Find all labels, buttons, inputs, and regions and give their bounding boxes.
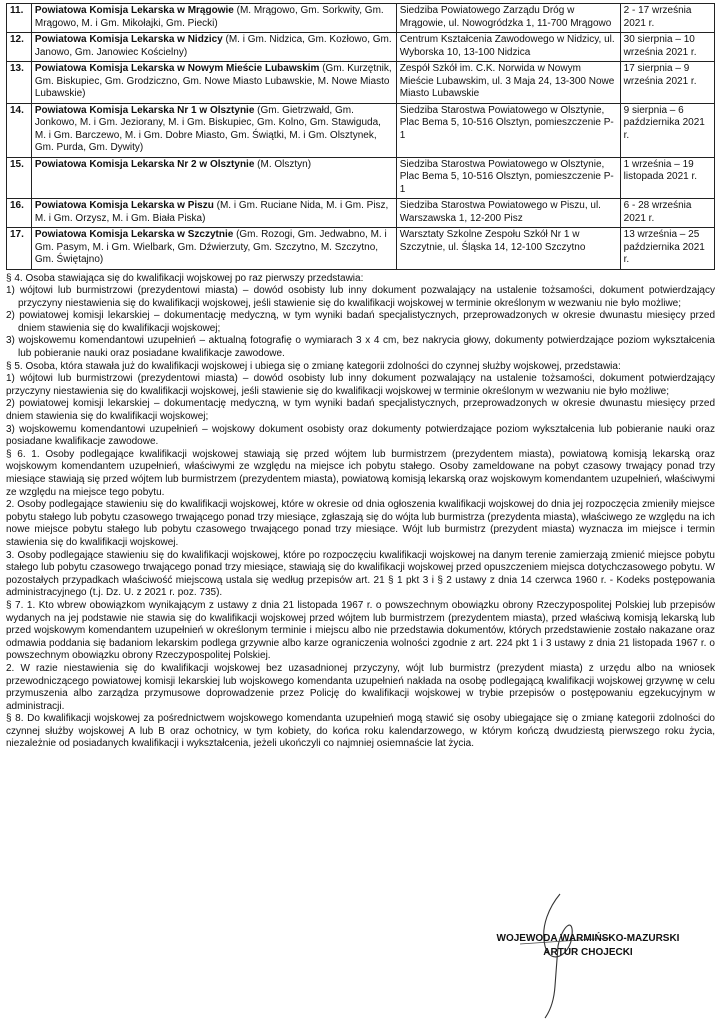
commission-area: (Gm. Rozogi, Gm. Jedwabno, M. i Gm. Pasym, M. i Gm. Wielbark, Gm. Dźwierzuty, Gm. Szczytno, M. Szczytno, Gm. Świętajno) <box>34 229 387 265</box>
section-6 <box>6 449 715 600</box>
date-range-cell: 9 sierpnia – 6 października 2021 r. <box>620 103 714 157</box>
row-number: 11. <box>7 4 32 33</box>
table-row <box>7 33 715 62</box>
commission-area: (M. Olsztyn) <box>254 158 312 170</box>
row-number: 14. <box>7 103 32 157</box>
section-6-para: § 6. 1. Osoby podlegające kwalifikacji wojskowej stawiają się przed wójtem lub burmistrzem (prezydentem miasta), powiatową komisją lekarską oraz wojskowym komendantem uzupełnień, właściwymi ze względu na miejsce ich pobytu stałego. Osoby zameldowane na pobyt czasowy trwający ponad trzy miesiące stawiają się przed wójtem lub burmistrzem (prezydentem miasta), powiatową komisją lekarską oraz wojskowym komendantem uzupełnień, właściwymi ze względu na miejsce tego pobytu. <box>6 448 715 498</box>
section-8 <box>6 713 715 751</box>
commission-cell <box>31 4 396 33</box>
section-5-item: 1) wójtowi lub burmistrzowi (prezydentowi miasta) – dowód osobisty lub inny dokument pozwalający na ustalenie tożsamości, dokument potwierdzający przyczyny niestawienia się do kwalifikacji wojskowej, jeśli stawienie się do kwalifikacji wojskowej w terminie określonym w wezwaniu nie było możliwe; <box>6 373 715 397</box>
section-6-para: 2. Osoby podlegające stawieniu się do kwalifikacji wojskowej, które w okresie od dnia ogłoszenia kwalifikacji wojskowej do dnia jej rozpoczęcia zmieniły miejsce pobytu stałego lub pobytu czasowego trwającego ponad trzy miesiące, zgłaszają się do wójta lub burmistrza (prezydenta miasta), właściwego ze względu na ich nowe miejsce pobytu stałego lub pobytu czasowego trwającego ponad trzy miesiące. Wójt lub burmistrz (prezydent miasta) wyznacza im miejsce i termin stawienia się do kwalifikacji wojskowej. <box>6 499 715 548</box>
table-row <box>7 228 715 270</box>
commission-cell <box>31 62 396 104</box>
section-7 <box>6 600 715 713</box>
date-range-cell: 1 września – 19 listopada 2021 r. <box>620 157 714 199</box>
row-number: 15. <box>7 157 32 199</box>
location-cell: Siedziba Powiatowego Zarządu Dróg w Mrągowie, ul. Nowogródzka 1, 11-700 Mrągowo <box>396 4 620 33</box>
commission-area: (Gm. Kurzętnik, Gm. Biskupiec, Gm. Grodziczno, Gm. Nowe Miasto Lubawskie, M. Nowe Miasto Lubawskie) <box>34 63 392 99</box>
section-5-item: 3) wojskowemu komendantowi uzupełnień – wojskowy dokument osobisty oraz dokumenty potwierdzające poziom wykształcenia lub pobieranie nauki oraz posiadane kwalifikacje zawodowe. <box>6 423 715 448</box>
date-range-cell: 17 sierpnia – 9 września 2021 r. <box>620 62 714 104</box>
commission-cell <box>31 33 396 62</box>
location-cell: Siedziba Starostwa Powiatowego w Piszu, ul. Warszawska 1, 12-200 Pisz <box>396 199 620 228</box>
commission-area: (M. i Gm. Ruciane Nida, M. i Gm. Pisz, M. i Gm. Orzysz, M. i Gm. Biała Piska) <box>34 200 389 224</box>
section-5-intro: § 5. Osoba, która stawała już do kwalifikacji wojskowej i ubiega się o zmianę kategorii zdolności do czynnej służby wojskowej, przedstawia: <box>6 360 621 372</box>
signature-block <box>468 932 708 960</box>
date-range-cell: 2 - 17 września 2021 r. <box>620 4 714 33</box>
commission-name: Powiatowa Komisja Lekarska Nr 2 w Olsztynie <box>34 158 255 170</box>
commission-cell <box>31 228 396 270</box>
commission-area: (M. i Gm. Nidzica, Gm. Kozłowo, Gm. Janowo, Gm. Janowiec Kościelny) <box>34 34 392 58</box>
date-range-cell: 6 - 28 września 2021 r. <box>620 199 714 228</box>
section-6-para: 3. Osoby podlegające stawieniu się do kwalifikacji wojskowej, które po rozpoczęciu kwalifikacji wojskowej na danym terenie zamierzają zmienić miejsce pobytu stałego lub pobytu czasowego trwającego ponad trzy miesiące, stawiają się do kwalifikacji wojskowej przed opuszczeniem miejsca dotychczasowego pobytu. W pozostałych przypadkach właściwość miejscową ustala się według przepisów art. 21 § 1 pkt 3 i § 2 ustawy z dnia 14 czerwca 1960 r. - Kodeks postępowania administracyjnego (t.j. Dz. U. z 2021 r. poz. 735). <box>6 549 715 599</box>
commission-cell <box>31 157 396 199</box>
row-number: 12. <box>7 33 32 62</box>
commission-name: Powiatowa Komisja Lekarska w Szczytnie <box>34 229 234 240</box>
table-row <box>7 199 715 228</box>
section-7-para: 2. W razie niestawienia się do kwalifikacji wojskowej bez uzasadnionej przyczyny, wójt lub burmistrz (prezydent miasta) z urzędu albo na wniosek przewodniczącego powiatowej komisji lekarskiej lub wojskowego komendanta uzupełnień nakłada na osobę podlegającą kwalifikacji wojskowej grzywnę w celu przymuszenia albo zarządza przymusowe doprowadzenie przez Policję do kwalifikacji wojskowej w trybie przepisów o postępowaniu egzekucyjnym w administracji. <box>6 662 715 712</box>
date-range-cell: 13 września – 25 października 2021 r. <box>620 228 714 270</box>
section-4-item: 2) powiatowej komisji lekarskiej – dokumentację medyczną, w tym wyniki badań specjalistycznych, przeprowadzonych w okresie dwunastu miesięcy przed dniem stawienia się do kwalifikacji wojskowej; <box>6 310 715 334</box>
table-body <box>7 4 715 270</box>
table-row <box>7 157 715 199</box>
section-4-item: 3) wojskowemu komendantowi uzupełnień – aktualną fotografię o wymiarach 3 x 4 cm, bez nakrycia głowy, dokumenty potwierdzające poziom wykształcenia lub pobieranie nauki oraz posiadane kwalifikacje zawodowe. <box>6 335 715 360</box>
medical-commissions-table <box>6 3 715 270</box>
document-page <box>6 3 715 751</box>
commission-name: Powiatowa Komisja Lekarska w Nowym Mieście Lubawskim <box>34 63 320 74</box>
location-cell: Warsztaty Szkolne Zespołu Szkół Nr 1 w Szczytnie, ul. Śląska 14, 12-100 Szczytno <box>396 228 620 270</box>
commission-name: Powiatowa Komisja Lekarska Nr 1 w Olsztynie <box>34 104 255 116</box>
section-4-intro: § 4. Osoba stawiająca się do kwalifikacji wojskowej po raz pierwszy przedstawia: <box>6 272 364 284</box>
section-7-para: § 7. 1. Kto wbrew obowiązkom wynikającym z ustawy z dnia 21 listopada 1967 r. o powszechnym obowiązku obrony Rzeczypospolitej Polskiej lub przepisów wydanych na jej podstawie nie stawia się do kwalifikacji wojskowej przed wójtem lub burmistrzem (prezydentem miasta), przed właściwą komisją lekarską lub przed wojskowym komendantem uzupełnień w określonym terminie i miejscu albo nie przedstawia dokumentów, których przedstawienie zostało nakazane oraz odmawia poddania się badaniom lekarskim podlega grzywnie albo karze ograniczenia wolności zgodnie z art. 224 pkt 1 i 3 ustawy z dnia 21 listopada 1967 r. o powszechnym obowiązku obrony Rzeczypospolitej Polskiej. <box>6 599 715 662</box>
commission-cell <box>31 199 396 228</box>
date-range-cell: 30 sierpnia – 10 września 2021 r. <box>620 33 714 62</box>
row-number: 17. <box>7 228 32 270</box>
commission-name: Powiatowa Komisja Lekarska w Mrągowie <box>34 5 234 16</box>
signatory-title: WOJEWODA WARMIŃSKO-MAZURSKI <box>496 933 680 944</box>
commission-name: Powiatowa Komisja Lekarska w Piszu <box>34 200 214 211</box>
table-row <box>7 103 715 157</box>
location-cell: Siedziba Starostwa Powiatowego w Olsztynie, Plac Bema 5, 10-516 Olsztyn, pomieszczenie P-1 <box>396 103 620 157</box>
commission-name: Powiatowa Komisja Lekarska w Nidzicy <box>34 34 223 45</box>
location-cell: Siedziba Starostwa Powiatowego w Olsztynie, Plac Bema 5, 10-516 Olsztyn, pomieszczenie P-1 <box>396 157 620 199</box>
section-8-para: § 8. Do kwalifikacji wojskowej za pośrednictwem wojskowego komendanta uzupełnień mogą stawić się osoby ubiegające się o zmianę kategorii zdolności do czynnej służby wojskowej A lub B oraz ochotnicy, w tym kobiety, do końca roku kalendarzowego, w którym kończą dwudziestą pierwszego roku życia, niezależnie od posiadanych kwalifikacji i wykształcenia, jeżeli ukończyli co najmniej osiemnaście lat życia. <box>6 713 715 750</box>
commission-area: (Gm. Gietrzwałd, Gm. Jonkowo, M. i Gm. Jeziorany, M. i Gm. Biskupiec, Gm. Kolno, Gm. Stawiguda, M. i Gm. Barczewo, M. i Gm. Dobre Miasto, Gm. Świątki, M. i Gm. Olsztynek, Gm. Purda, Gm. Dywity) <box>34 104 381 153</box>
commission-area: (M. Mrągowo, Gm. Sorkwity, Gm. Mrągowo, M. i Gm. Mikołajki, Gm. Piecki) <box>34 5 384 29</box>
table-row <box>7 62 715 104</box>
section-4-item: 1) wójtowi lub burmistrzowi (prezydentowi miasta) – dowód osobisty lub inny dokument pozwalający na ustalenie tożsamości, dokument potwierdzający przyczyny niestawienia się do kwalifikacji wojskowej, jeśli stawienie się do kwalifikacji wojskowej w terminie określonym w wezwaniu nie było możliwe; <box>6 285 715 309</box>
section-5-item: 2) powiatowej komisji lekarskiej – dokumentację medyczną, w tym wyniki badań specjalistycznych, przeprowadzonych w okresie dwunastu miesięcy przed dniem stawienia się do kwalifikacji wojskowej; <box>6 398 715 423</box>
row-number: 16. <box>7 199 32 228</box>
location-cell: Zespół Szkół im. C.K. Norwida w Nowym Mieście Lubawskim, ul. 3 Maja 24, 13-300 Nowe Miasto Lubawskie <box>396 62 620 104</box>
section-4 <box>6 273 715 361</box>
commission-cell <box>31 103 396 157</box>
signatory-name: ARTUR CHOJECKI <box>543 947 633 958</box>
row-number: 13. <box>7 62 32 104</box>
location-cell: Centrum Kształcenia Zawodowego w Nidzicy, ul. Wyborska 10, 13-100 Nidzica <box>396 33 620 62</box>
section-5 <box>6 361 715 449</box>
table-row <box>7 4 715 33</box>
